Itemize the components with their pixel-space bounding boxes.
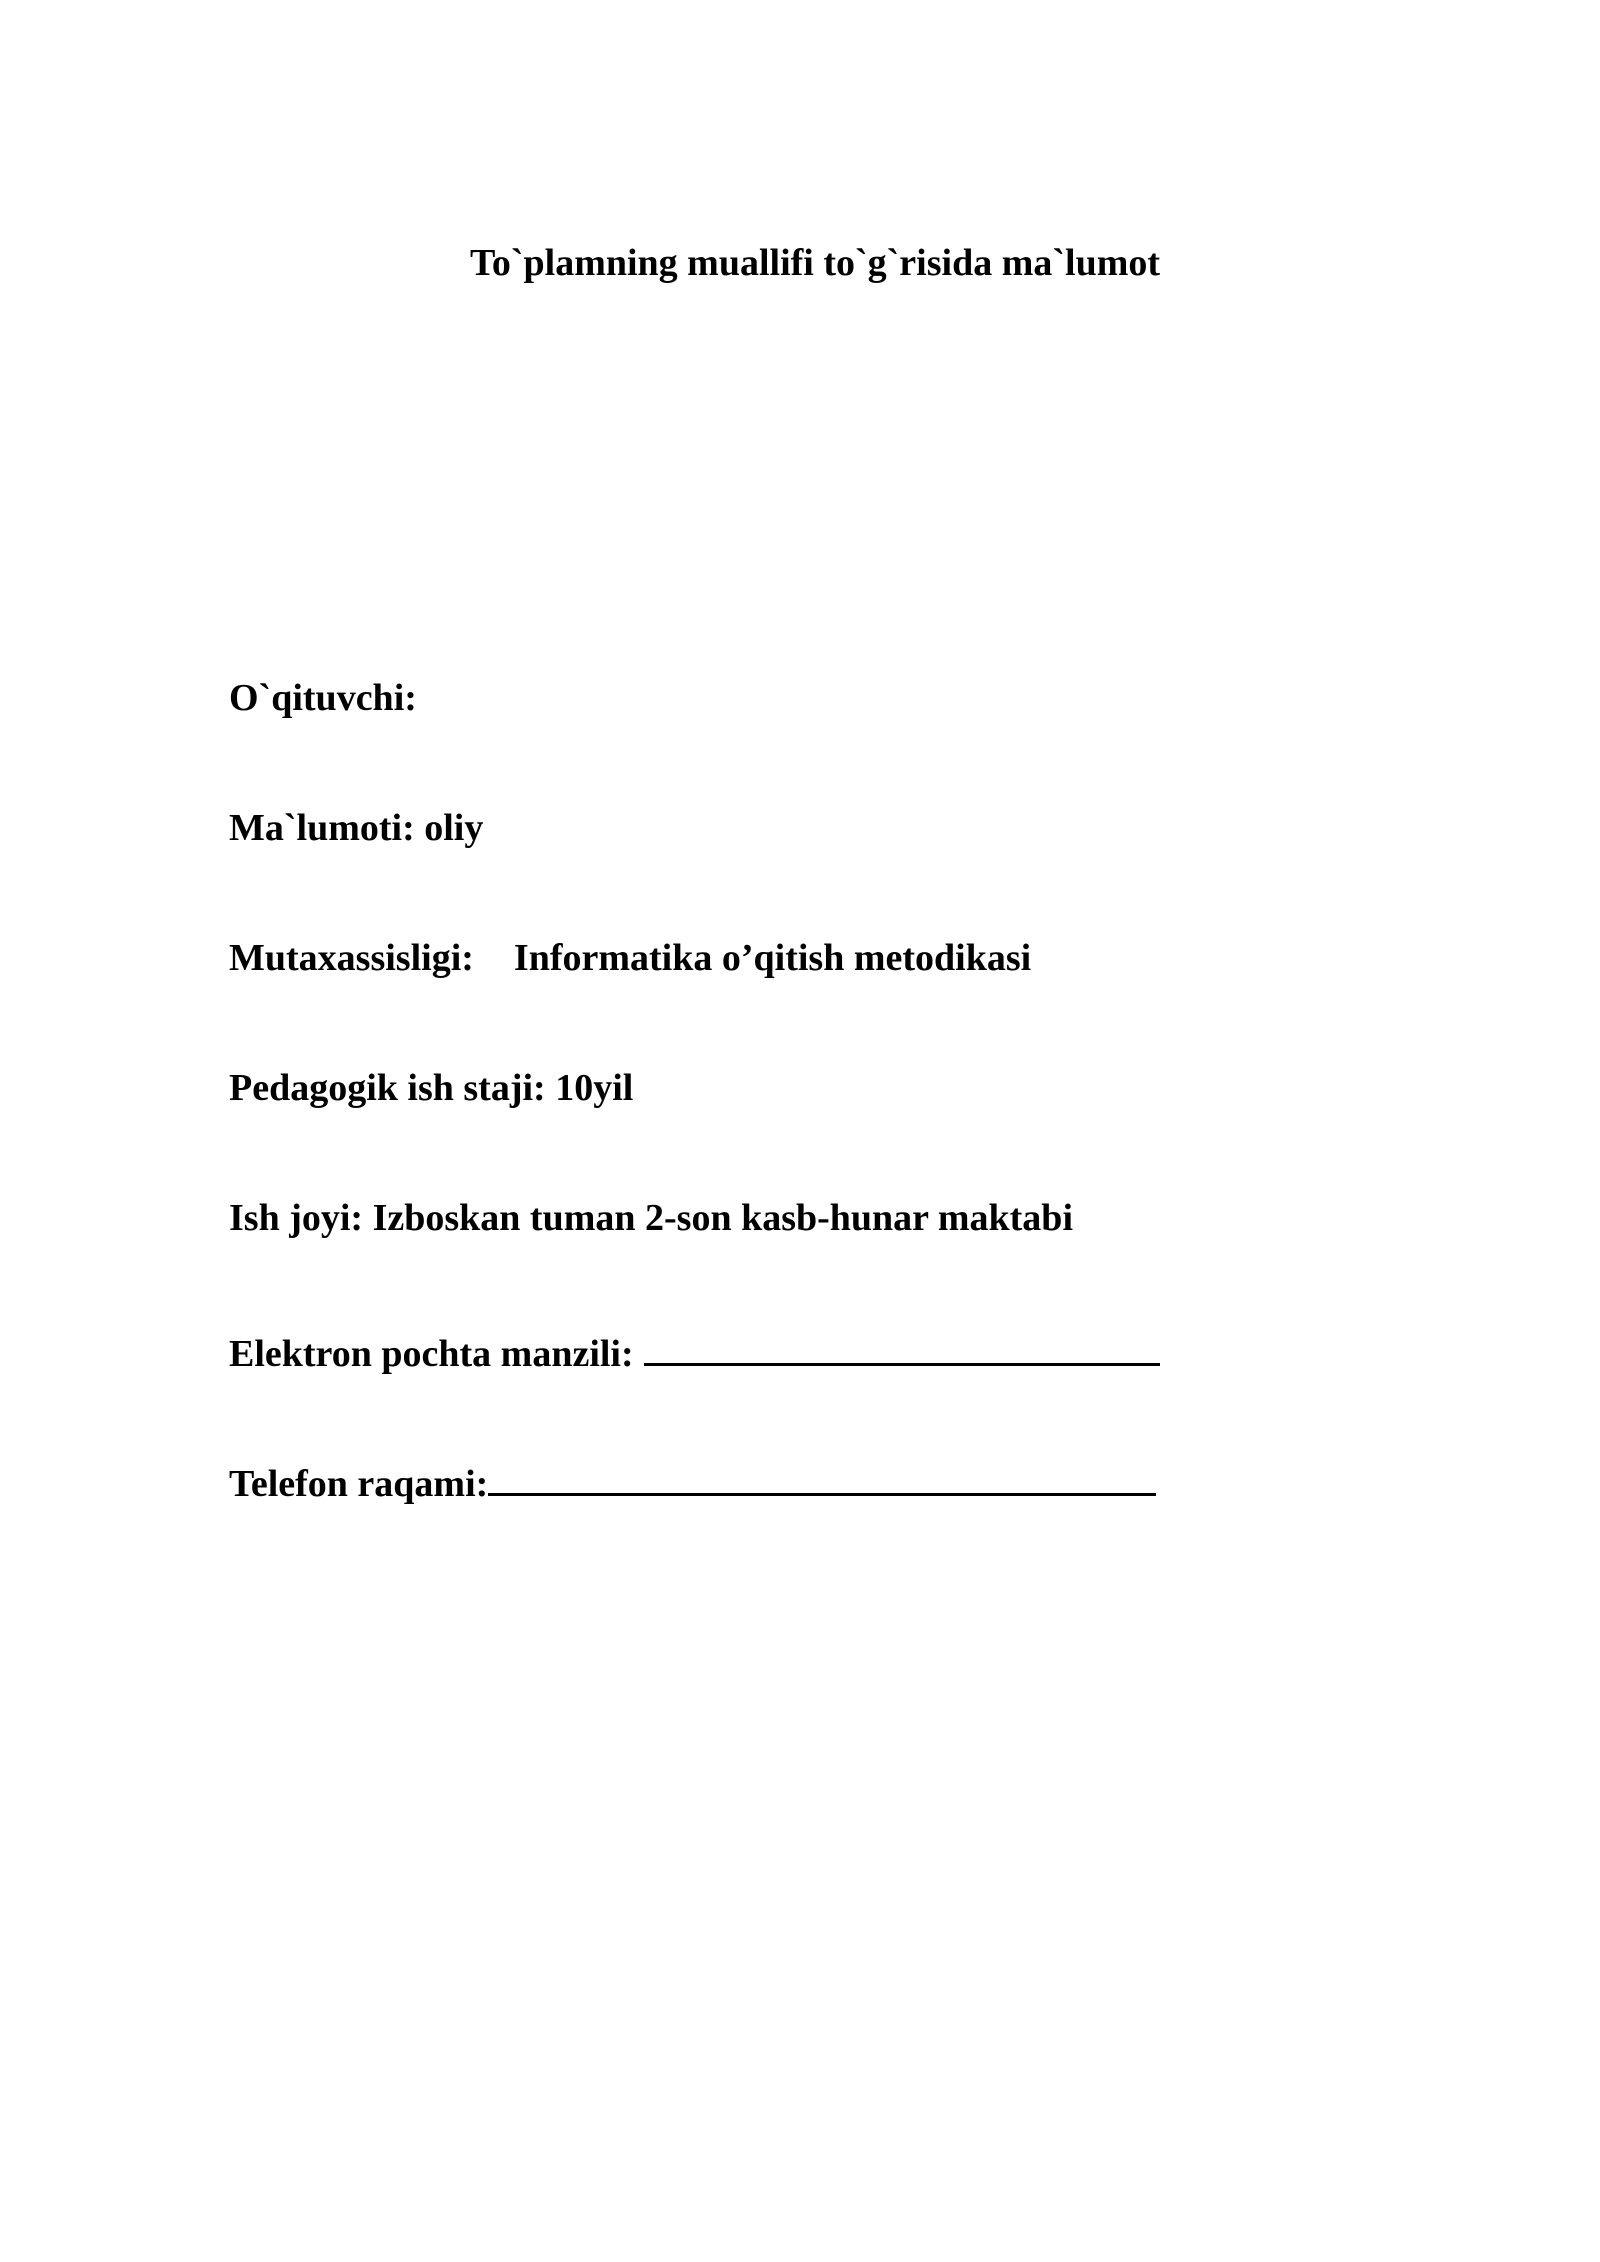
phone-blank-line [488,1453,1156,1496]
education-value: oliy [424,807,484,849]
teacher-label: O`qituvchi: [229,677,417,719]
phone-label: Telefon raqami: [229,1463,489,1505]
email-blank-line [644,1323,1160,1366]
workplace-value: Izboskan tuman 2-son kasb-hunar maktabi [372,1197,1073,1239]
phone-field [229,1453,1156,1509]
teacher-field [229,673,417,723]
specialty-value: Informatika o’qitish metodikasi [513,937,1032,979]
workplace-label: Ish joyi: [229,1197,364,1239]
email-field [229,1323,1160,1379]
experience-field [229,1063,633,1113]
document-title: To`plamning muallifi to`g`risida ma`lumot [469,242,1161,284]
workplace-field [229,1193,1073,1243]
specialty-field [229,933,1031,983]
specialty-label: Mutaxassisligi: [229,937,474,979]
education-label: Ma`lumoti: [229,807,415,849]
education-field [229,803,483,853]
experience-value: 10yil [555,1067,634,1109]
email-label: Elektron pochta manzili: [229,1333,634,1375]
experience-label: Pedagogik ish staji: [229,1067,546,1109]
